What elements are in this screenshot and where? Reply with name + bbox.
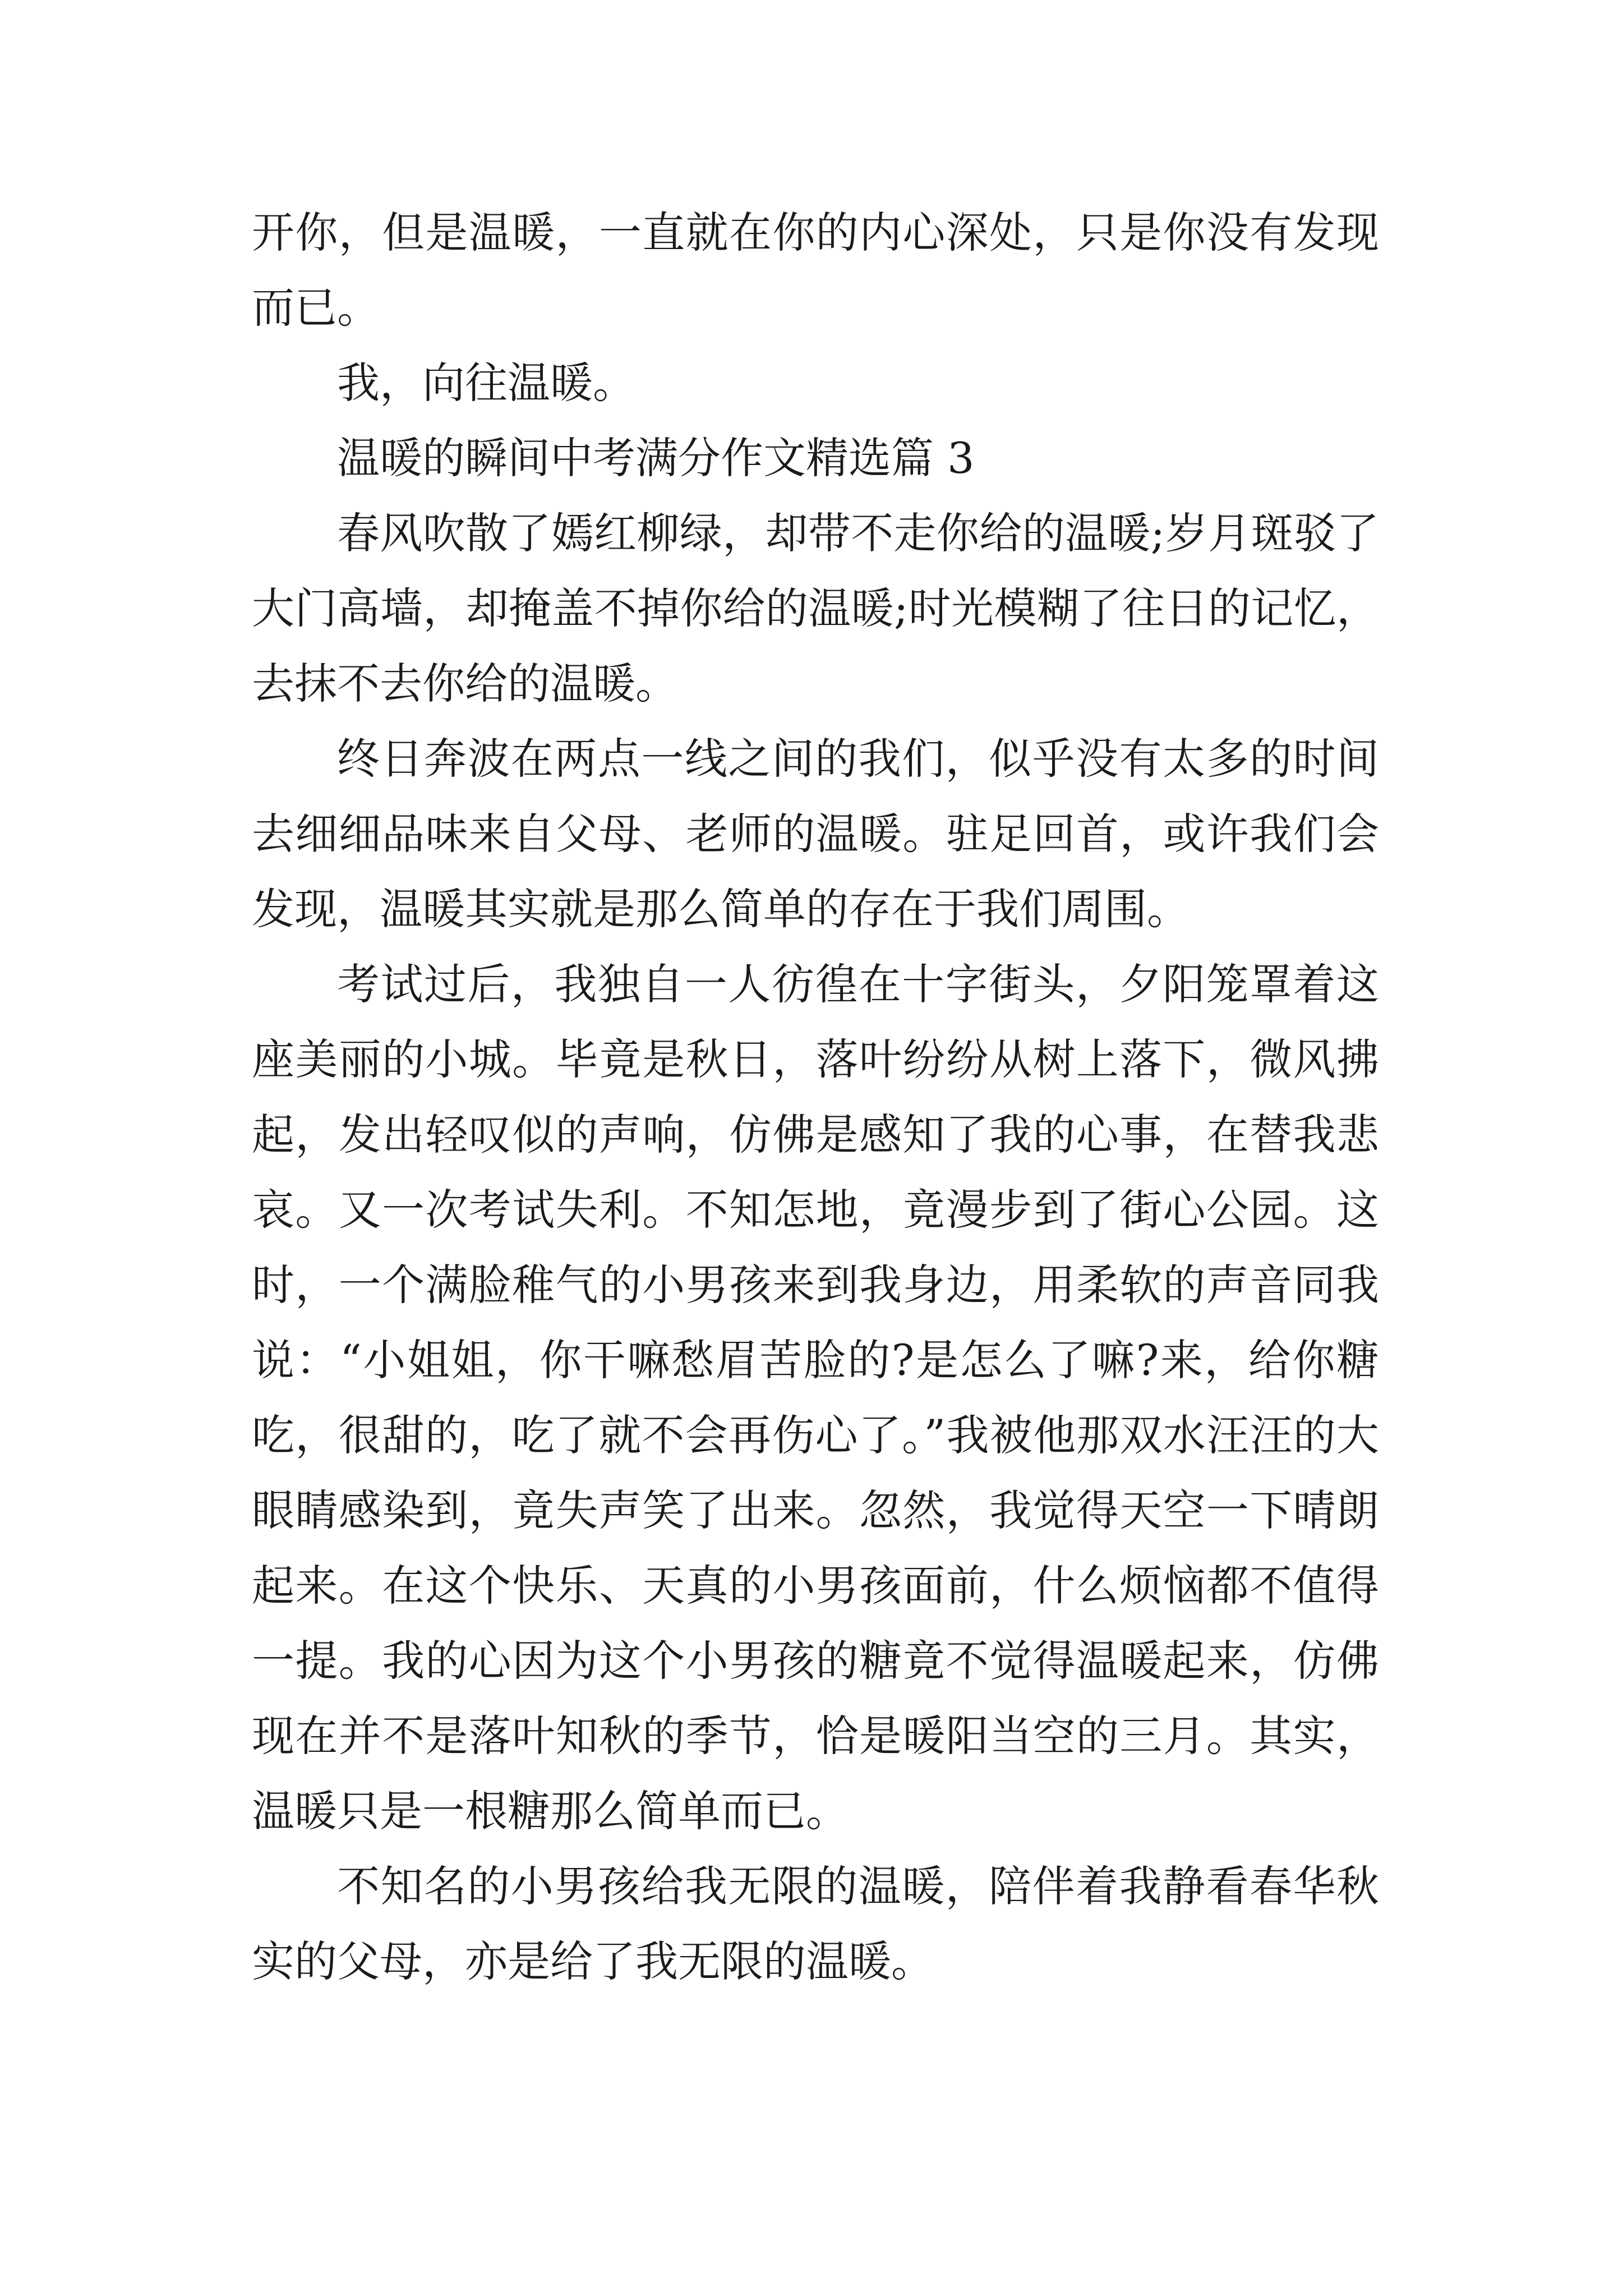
paragraph: 春风吹散了嫣红柳绿，却带不走你给的温暖;岁月斑驳了大门高墙，却掩盖不掉你给的温暖;时光模糊了往日的记忆，去抹不去你给的温暖。 [252,508,1379,708]
section-heading: 温暖的瞬间中考满分作文精选篇 3 [337,433,975,483]
paragraph: 不知名的小男孩给我无限的温暖，陪伴着我静看春华秋实的父母，亦是给了我无限的温暖。 [252,1861,1379,1986]
paragraph: 终日奔波在两点一线之间的我们，似乎没有太多的时间去细细品味来自父母、老师的温暖。驻足回首，或许我们会发现，温暖其实就是那么简单的存在于我们周围。 [252,734,1379,934]
paragraph-continuation: 开你，但是温暖，一直就在你的内心深处，只是你没有发现而已。 [252,208,1379,333]
paragraph-short: 我，向往温暖。 [337,358,635,408]
document-body [252,195,1379,1999]
paragraph: 考试过后，我独自一人彷徨在十字街头，夕阳笼罩着这座美丽的小城。毕竟是秋日，落叶纷纷从树上落下，微风拂起，发出轻叹似的声响，仿佛是感知了我的心事，在替我悲哀。又一次考试失利。不知怎地，竟漫步到了街心公园。这时，一个满脸稚气的小男孩来到我身边，用柔软的声音同我说：“小姐姐，你干嘛愁眉苦脸的?是怎么了嘛?来，给你糖吃，很甜的，吃了就不会再伤心了。”我被他那双水汪汪的大眼睛感染到，竟失声笑了出来。忽然，我觉得天空一下晴朗起来。在这个快乐、天真的小男孩面前，什么烦恼都不值得一提。我的心因为这个小男孩的糖竟不觉得温暖起来，仿佛现在并不是落叶知秋的季节，恰是暖阳当空的三月。其实，温暖只是一根糖那么简单而已。 [252,959,1379,1836]
